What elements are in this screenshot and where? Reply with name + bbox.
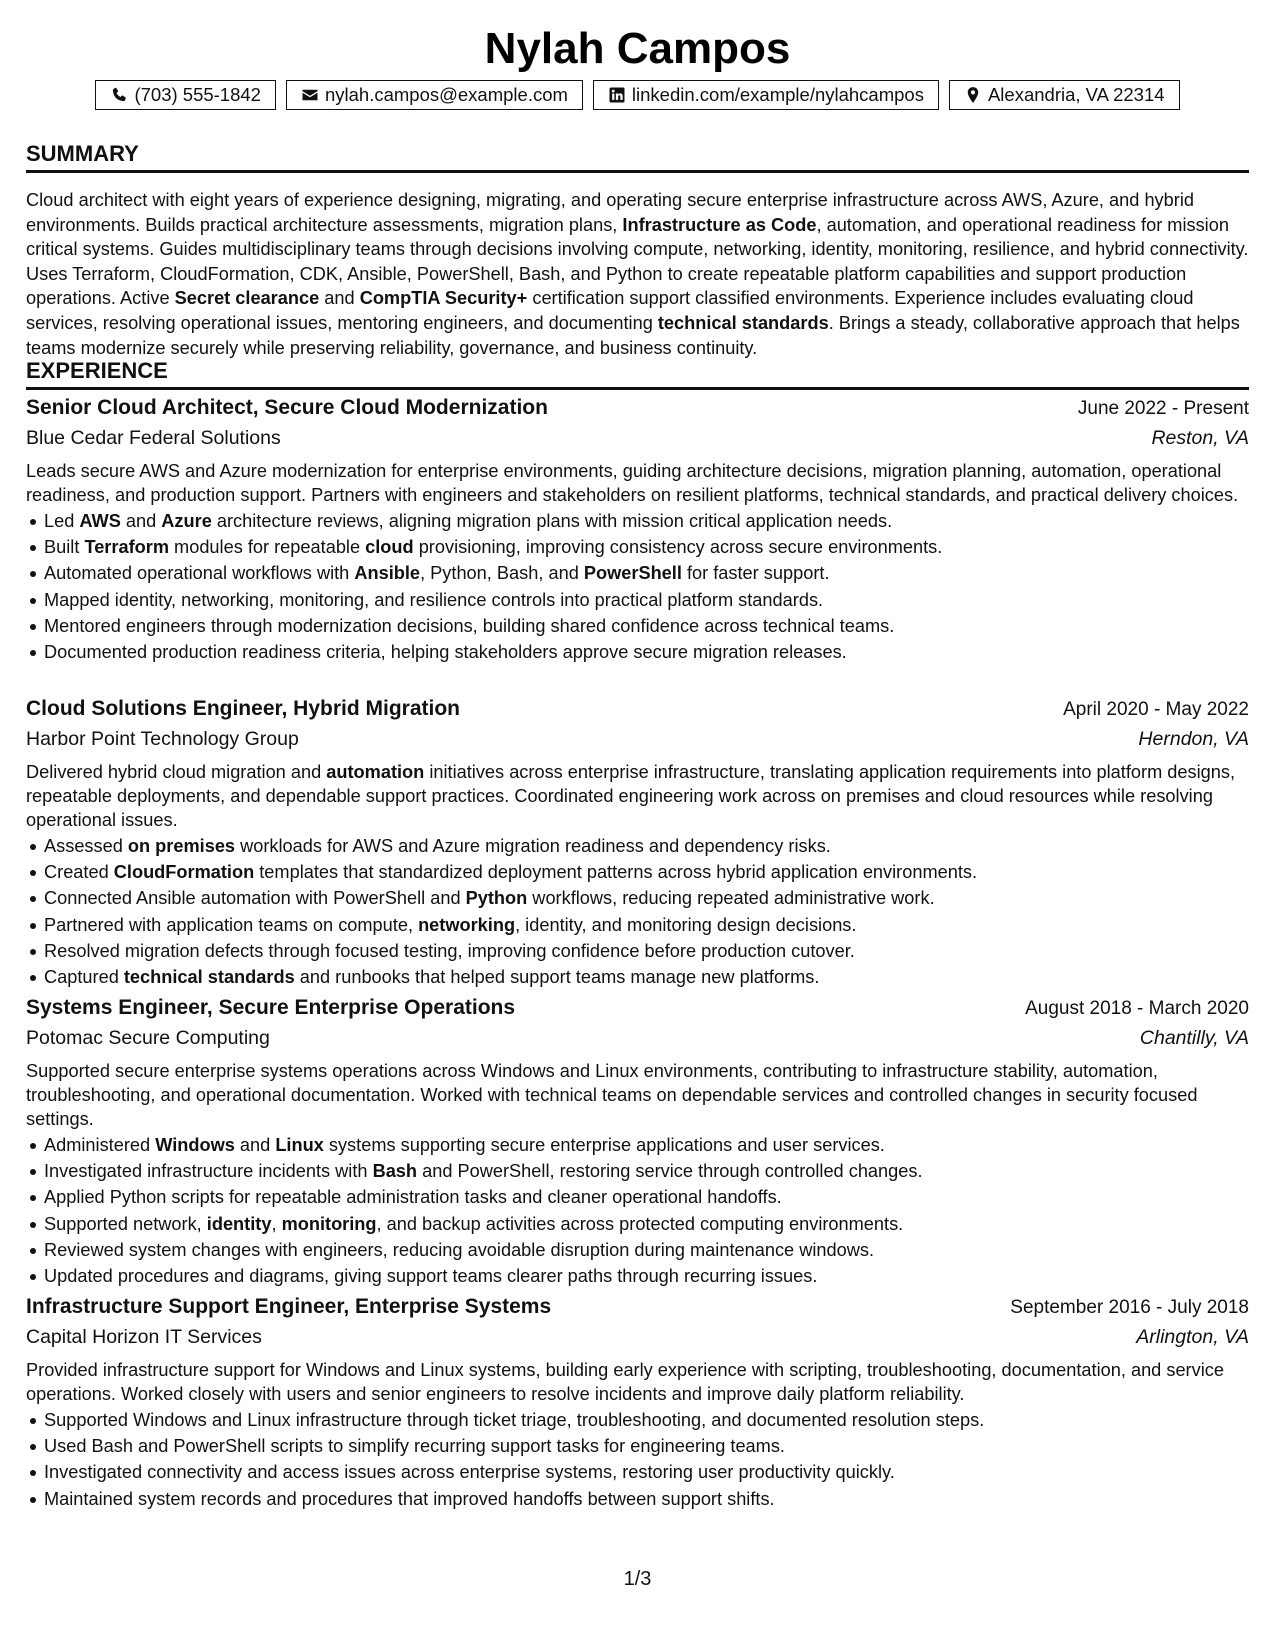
job-bullet: Supported Windows and Linux infrastructure through ticket triage, troubleshooting, and documented resolution steps. — [44, 1407, 1249, 1433]
job-bullet: Partnered with application teams on compute, networking, identity, and monitoring design decisions. — [44, 912, 1249, 938]
job-bullet: Resolved migration defects through focused testing, improving confidence before production cutover. — [44, 938, 1249, 964]
job-header — [26, 396, 1249, 427]
job-bullet: Mapped identity, networking, monitoring, and resilience controls into practical platform standards. — [44, 587, 1249, 613]
job-company: Harbor Point Technology Group — [26, 728, 299, 750]
email-contact[interactable] — [286, 80, 583, 110]
job-company: Capital Horizon IT Services — [26, 1326, 262, 1348]
page-number: 1/3 — [623, 1568, 652, 1590]
job-bullet: Assessed on premises workloads for AWS and Azure migration readiness and dependency risks. — [44, 833, 1249, 859]
job-company: Blue Cedar Federal Solutions — [26, 427, 281, 449]
job-subheader — [26, 1027, 1249, 1059]
job-bullet: Captured technical standards and runbooks that helped support teams manage new platforms. — [44, 964, 1249, 990]
phone-contact[interactable] — [95, 80, 276, 110]
job-bullets — [26, 1407, 1249, 1512]
job-bullets — [26, 1132, 1249, 1289]
job-dates: August 2018 - March 2020 — [1025, 998, 1249, 1019]
job-dates: April 2020 - May 2022 — [1063, 699, 1249, 720]
job-dates: June 2022 - Present — [1077, 398, 1249, 419]
job-subheader — [26, 1326, 1249, 1358]
job-bullets — [26, 508, 1249, 665]
job-bullet: Investigated infrastructure incidents with Bash and PowerShell, restoring service through controlled changes. — [44, 1158, 1249, 1184]
job-bullet: Maintained system records and procedures that improved handoffs between support shifts. — [44, 1486, 1249, 1512]
job-company: Potomac Secure Computing — [26, 1027, 270, 1049]
job-description: Delivered hybrid cloud migration and automation initiatives across enterprise infrastructure, translating application requirements into platform designs, repeatable deployments, and dependable support practices. Coordinated engineering work across on premises and cloud resources while resolving operational issues. — [26, 762, 1236, 830]
location-text: Alexandria, VA 22314 — [987, 84, 1165, 105]
job-title: Systems Engineer, Secure Enterprise Operations — [26, 996, 516, 1019]
job-bullet: Documented production readiness criteria, helping stakeholders approve secure migration releases. — [44, 639, 1249, 665]
job-header — [26, 697, 1249, 728]
experience-heading: EXPERIENCE — [26, 357, 1249, 390]
job-bullet: Built Terraform modules for repeatable cloud provisioning, improving consistency across secure environments. — [44, 534, 1249, 560]
job-location: Arlington, VA — [1136, 1326, 1249, 1348]
job-location: Herndon, VA — [1138, 728, 1249, 750]
job-entry — [26, 396, 1249, 665]
job-entry — [26, 1295, 1249, 1512]
phone-icon — [110, 86, 128, 104]
job-description: Leads secure AWS and Azure modernization for enterprise environments, guiding architecture decisions, migration planning, automation, operational readiness, and production support. Partners with engineers and stakeholders on resilient platforms, technical standards, and practical delivery choices. — [26, 461, 1239, 505]
job-bullet: Supported network, identity, monitoring, and backup activities across protected computing environments. — [44, 1211, 1249, 1237]
job-title: Cloud Solutions Engineer, Hybrid Migration — [26, 697, 461, 720]
job-header — [26, 1295, 1249, 1326]
summary-text: Cloud architect with eight years of experience designing, migrating, and operating secure enterprise infrastructure across AWS, Azure, and hybrid environments. Builds practical architecture assessments, migration plans, Infrastructure as Code, automation, and operational readiness for mission critical systems. Guides multidisciplinary teams through decisions involving compute, networking, identity, monitoring, resilience, and hybrid connectivity. Uses Terraform, CloudFormation, CDK, Ansible, PowerShell, Bash, and Python to create repeatable platform capabilities and support production operations. Active Secret clearance and CompTIA Security+ certification support classified environments. Experience includes evaluating cloud services, resolving operational issues, mentoring engineers, and documenting technical standards. Brings a steady, collaborative approach that helps teams modernize securely while preserving reliability, governance, and business continuity. — [26, 190, 1249, 358]
contact-bar — [26, 80, 1249, 110]
job-location: Chantilly, VA — [1139, 1027, 1249, 1049]
phone-text: (703) 555-1842 — [134, 84, 261, 105]
linkedin-text: linkedin.com/example/nylahcampos — [631, 84, 924, 105]
email-text: nylah.campos@example.com — [324, 84, 568, 105]
job-subheader — [26, 728, 1249, 760]
job-entry — [26, 996, 1249, 1289]
job-title: Senior Cloud Architect, Secure Cloud Modernization — [26, 396, 548, 419]
job-bullet: Investigated connectivity and access issues across enterprise systems, restoring user productivity quickly. — [44, 1459, 1249, 1485]
job-bullet: Used Bash and PowerShell scripts to simplify recurring support tasks for engineering teams. — [44, 1433, 1249, 1459]
job-location: Reston, VA — [1151, 427, 1249, 449]
job-description: Supported secure enterprise systems operations across Windows and Linux environments, contributing to infrastructure stability, automation, troubleshooting, and operational documentation. Worked with technical teams on dependable services and controlled changes in security focused settings. — [26, 1061, 1198, 1129]
job-bullet: Mentored engineers through modernization decisions, building shared confidence across technical teams. — [44, 613, 1249, 639]
summary-heading: SUMMARY — [26, 140, 1249, 173]
map-pin-icon — [964, 86, 982, 104]
envelope-icon — [301, 86, 319, 104]
job-bullet: Created CloudFormation templates that standardized deployment patterns across hybrid application environments. — [44, 859, 1249, 885]
job-bullets — [26, 833, 1249, 990]
candidate-name: Nylah Campos — [484, 24, 791, 73]
job-bullet: Updated procedures and diagrams, giving support teams clearer paths through recurring issues. — [44, 1263, 1249, 1289]
job-bullet: Administered Windows and Linux systems supporting secure enterprise applications and user services. — [44, 1132, 1249, 1158]
linkedin-contact[interactable] — [593, 80, 939, 110]
job-title: Infrastructure Support Engineer, Enterprise Systems — [26, 1295, 552, 1318]
job-bullet: Connected Ansible automation with PowerShell and Python workflows, reducing repeated administrative work. — [44, 885, 1249, 911]
job-subheader — [26, 427, 1249, 459]
location-contact[interactable] — [949, 80, 1180, 110]
job-description: Provided infrastructure support for Windows and Linux systems, building early experience with scripting, troubleshooting, documentation, and service operations. Worked closely with users and senior engineers to resolve incidents and improve daily platform reliability. — [26, 1360, 1224, 1404]
job-dates: September 2016 - July 2018 — [1010, 1297, 1249, 1318]
job-bullet: Led AWS and Azure architecture reviews, aligning migration plans with mission critical application needs. — [44, 508, 1249, 534]
linkedin-icon — [608, 86, 626, 104]
job-bullet: Applied Python scripts for repeatable administration tasks and cleaner operational handoffs. — [44, 1184, 1249, 1210]
job-entry — [26, 697, 1249, 990]
job-header — [26, 996, 1249, 1027]
job-bullet: Automated operational workflows with Ansible, Python, Bash, and PowerShell for faster support. — [44, 560, 1249, 586]
job-bullet: Reviewed system changes with engineers, reducing avoidable disruption during maintenance windows. — [44, 1237, 1249, 1263]
